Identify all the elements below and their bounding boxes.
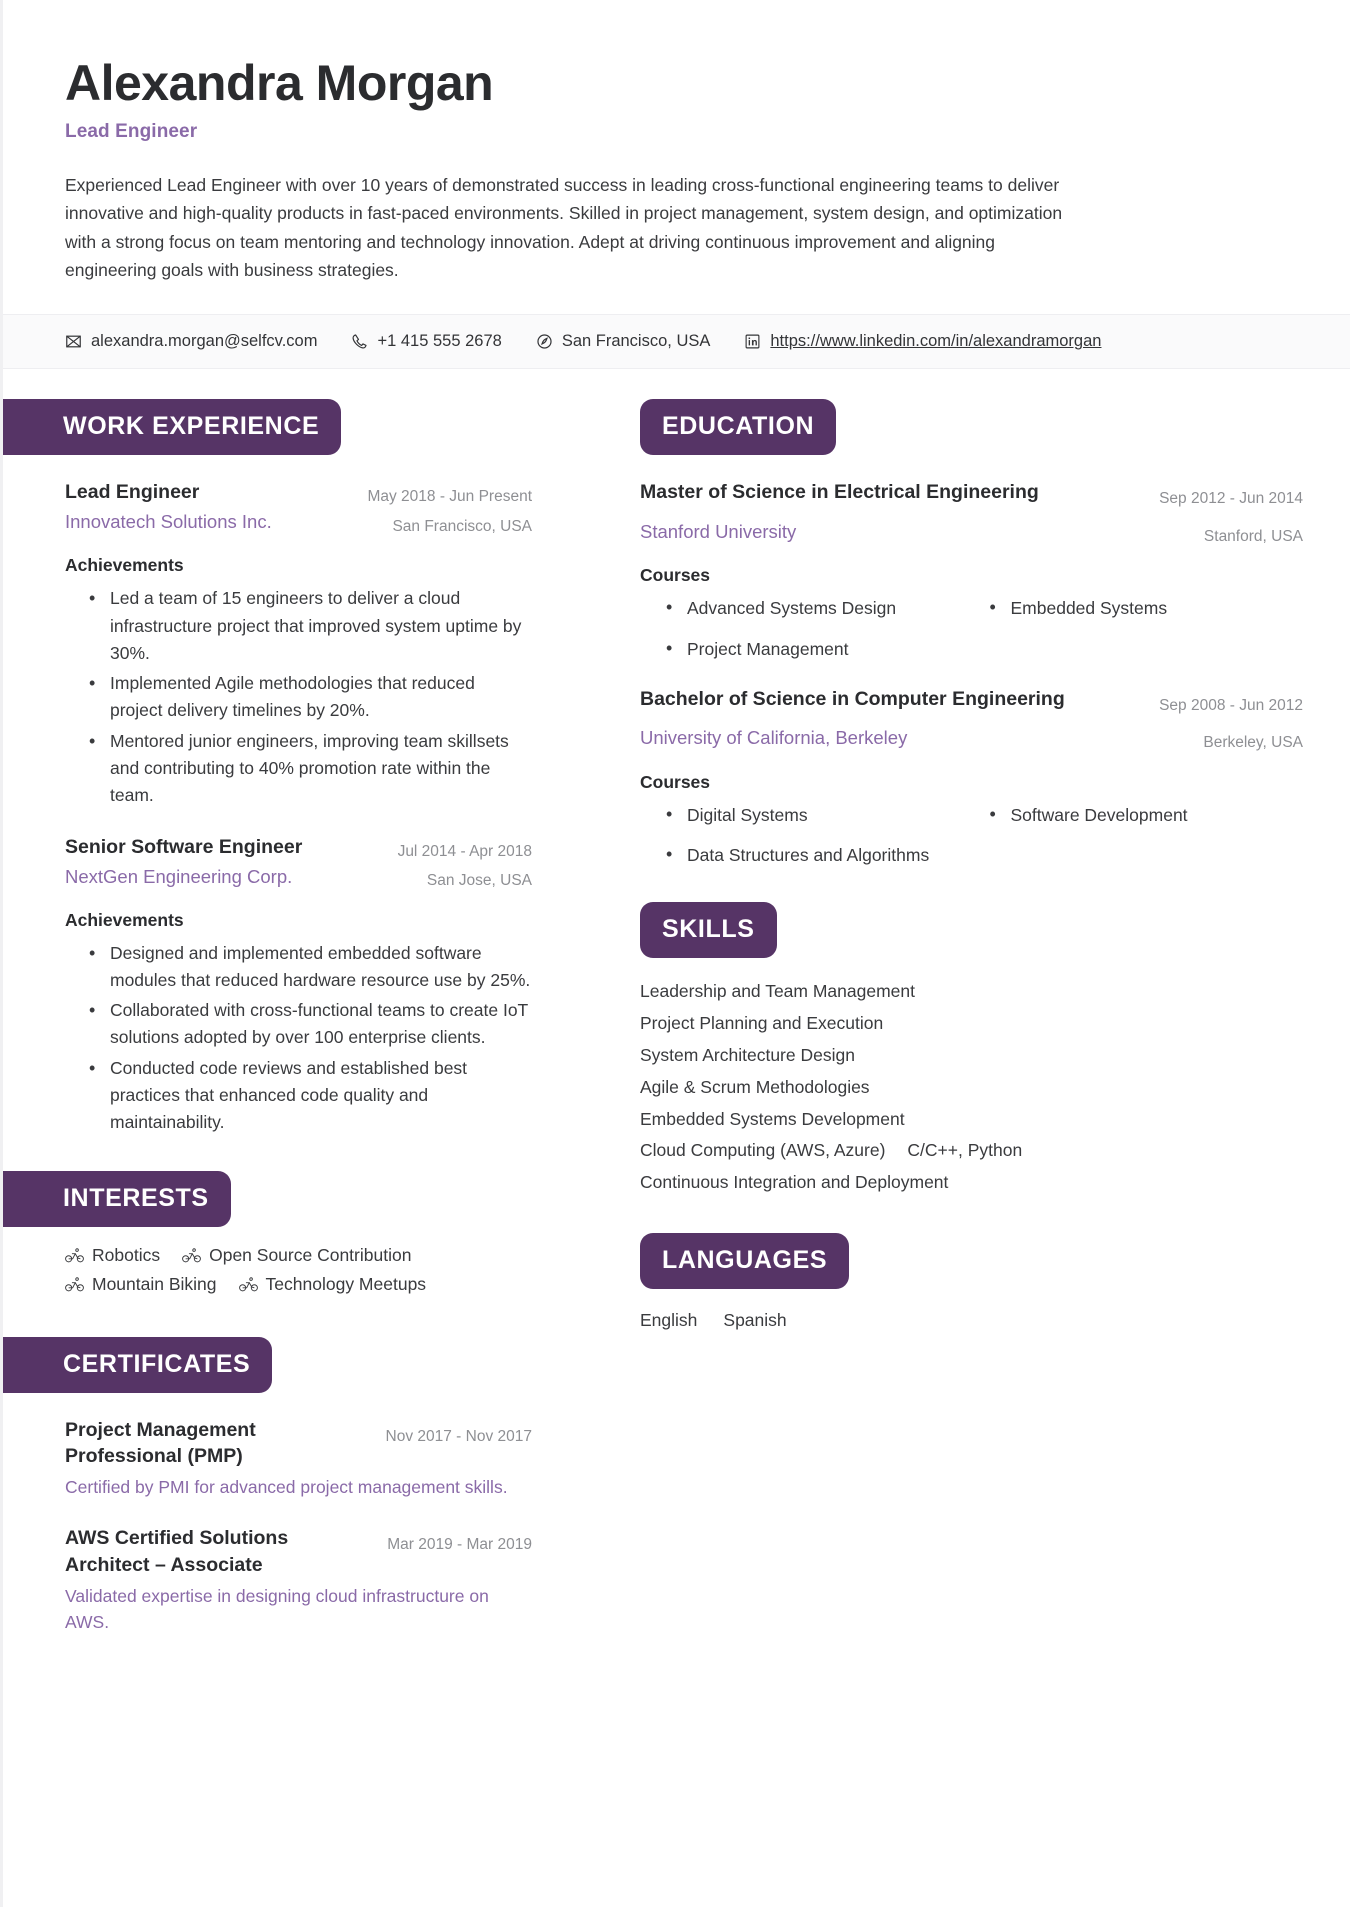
job-title: Lead Engineer — [65, 121, 198, 142]
education-school: University of California, Berkeley — [640, 727, 908, 749]
achievements-label: Achievements — [65, 555, 184, 576]
work-entry-achievements — [65, 940, 532, 1137]
skill-item: C/C++, Python — [907, 1140, 1023, 1161]
education-entry — [640, 686, 1303, 868]
resume-header — [3, 0, 1350, 314]
skill-item: Cloud Computing (AWS, Azure) — [640, 1140, 886, 1161]
section-title-languages: LANGUAGES — [640, 1233, 849, 1289]
contact-linkedin-text[interactable]: https://www.linkedin.com/in/alexandramorgan — [770, 332, 1102, 351]
contact-phone-text: +1 415 555 2678 — [377, 332, 502, 351]
left-column — [3, 369, 578, 1636]
work-entry-company: Innovatech Solutions Inc. — [65, 511, 272, 533]
skills-list — [640, 976, 1070, 1199]
certificate-date: Nov 2017 - Nov 2017 — [385, 1427, 532, 1445]
education-date: Sep 2008 - Jun 2012 — [1159, 696, 1303, 714]
work-entry-company: NextGen Engineering Corp. — [65, 865, 293, 887]
achievement-item: • Conducted code reviews and established best practices that enhanced code quality and maintainability. — [89, 1055, 532, 1137]
language-item: Spanish — [723, 1310, 787, 1331]
certificate-date: Mar 2019 - Mar 2019 — [387, 1535, 532, 1553]
contact-email-text: alexandra.morgan@selfcv.com — [91, 332, 318, 351]
work-entry — [65, 834, 532, 1137]
contact-linkedin[interactable] — [744, 332, 1101, 351]
skill-item: Project Planning and Execution — [640, 1012, 884, 1033]
resume-body — [3, 369, 1350, 1676]
interest-item — [65, 1245, 160, 1266]
envelope-icon — [65, 333, 82, 350]
language-item: English — [640, 1310, 698, 1331]
right-column — [578, 369, 1350, 1337]
section-title-education: EDUCATION — [640, 399, 836, 455]
skill-item: Continuous Integration and Deployment — [640, 1172, 949, 1193]
work-entry — [65, 479, 532, 809]
certificate-description: Certified by PMI for advanced project management skills. — [65, 1477, 508, 1498]
skill-item: Embedded Systems Development — [640, 1108, 905, 1129]
languages-list — [640, 1305, 1070, 1337]
achievements-label: Achievements — [65, 909, 184, 930]
course-item: • Advanced Systems Design — [666, 595, 980, 621]
professional-summary: Experienced Lead Engineer with over 10 years of demonstrated success in leading cross-functional engineering teams to deliver innovative and high-quality products in fast-paced environments. Skilled in project management, system design, and optimization with a strong focus on team mentoring and technology innovation. Adept at driving continuous improvement and aligning engineering goals with business strategies. — [65, 175, 1063, 281]
certificate-name: AWS Certified Solutions Architect – Associate — [65, 1526, 289, 1576]
section-title-work-experience: WORK EXPERIENCE — [1, 399, 341, 455]
certificate-entry — [65, 1417, 532, 1501]
work-entry-achievements — [65, 585, 532, 809]
courses-label: Courses — [640, 771, 711, 792]
contact-phone[interactable] — [351, 332, 501, 351]
achievement-item: • Mentored junior engineers, improving team skillsets and contributing to 40% promotion rate within the team. — [89, 728, 532, 810]
work-entry-location: San Jose, USA — [426, 872, 532, 890]
section-skills — [578, 902, 1350, 1199]
skill-item: Agile & Scrum Methodologies — [640, 1076, 870, 1097]
education-entry — [640, 479, 1303, 661]
work-entry-title: Senior Software Engineer — [65, 835, 303, 858]
education-degree: Master of Science in Electrical Engineering — [640, 481, 1039, 504]
interest-label: Robotics — [92, 1244, 161, 1265]
skill-item: Leadership and Team Management — [640, 981, 916, 1002]
full-name: Alexandra Morgan — [65, 55, 494, 111]
course-item: • Software Development — [990, 802, 1304, 828]
achievement-item: • Implemented Agile methodologies that reduced project delivery timelines by 20%. — [89, 670, 532, 725]
achievement-item: • Collaborated with cross-functional teams to create IoT solutions adopted by over 100 enterprise clients. — [89, 997, 532, 1052]
achievement-item: • Led a team of 15 engineers to deliver a cloud infrastructure project that improved system uptime by 30%. — [89, 585, 532, 667]
course-item: • Embedded Systems — [990, 595, 1304, 621]
contact-location-text: San Francisco, USA — [561, 332, 711, 351]
course-item: • Project Management — [666, 636, 980, 662]
courses-label: Courses — [640, 565, 711, 586]
section-certificates — [3, 1337, 578, 1636]
certificate-entry — [65, 1525, 532, 1636]
course-item: • Data Structures and Algorithms — [666, 842, 980, 868]
interest-label: Technology Meetups — [265, 1273, 427, 1294]
work-entry-date: May 2018 - Jun Present — [367, 488, 532, 506]
education-location: Stanford, USA — [1203, 527, 1303, 545]
section-title-certificates: CERTIFICATES — [1, 1337, 272, 1393]
contact-location — [536, 332, 711, 351]
achievement-item: • Designed and implemented embedded software modules that reduced hardware resource use by 25%. — [89, 940, 532, 995]
section-title-interests: INTERESTS — [1, 1171, 231, 1227]
location-pin-icon — [536, 333, 553, 350]
certificate-name: Project Management Professional (PMP) — [65, 1418, 256, 1468]
interest-label: Open Source Contribution — [209, 1244, 412, 1265]
linkedin-icon — [744, 333, 761, 350]
section-work-experience — [3, 399, 578, 1136]
certificate-description: Validated expertise in designing cloud infrastructure on AWS. — [65, 1585, 489, 1633]
education-courses — [640, 802, 1303, 869]
work-entry-title: Lead Engineer — [65, 481, 200, 504]
interest-item — [182, 1245, 411, 1266]
contact-email[interactable] — [65, 332, 317, 351]
course-item: • Digital Systems — [666, 802, 980, 828]
bicycle-icon — [65, 1248, 84, 1263]
education-school: Stanford University — [640, 520, 797, 542]
interest-item — [65, 1274, 217, 1295]
bicycle-icon — [239, 1277, 258, 1292]
section-languages — [578, 1233, 1350, 1337]
education-degree: Bachelor of Science in Computer Engineering — [640, 687, 1065, 710]
section-interests — [3, 1171, 578, 1303]
skill-item: System Architecture Design — [640, 1044, 855, 1065]
bicycle-icon — [65, 1277, 84, 1292]
interests-list — [65, 1245, 465, 1303]
section-title-skills: SKILLS — [640, 902, 777, 958]
interest-item — [239, 1274, 427, 1295]
education-date: Sep 2012 - Jun 2014 — [1159, 490, 1303, 508]
work-entry-date: Jul 2014 - Apr 2018 — [397, 842, 532, 860]
interest-label: Mountain Biking — [92, 1273, 217, 1294]
bicycle-icon — [182, 1248, 201, 1263]
education-location: Berkeley, USA — [1203, 734, 1303, 752]
phone-icon — [351, 333, 368, 350]
contact-bar — [3, 314, 1350, 369]
work-entry-location: San Francisco, USA — [392, 517, 532, 535]
education-courses — [640, 595, 1303, 662]
section-education — [578, 399, 1350, 868]
